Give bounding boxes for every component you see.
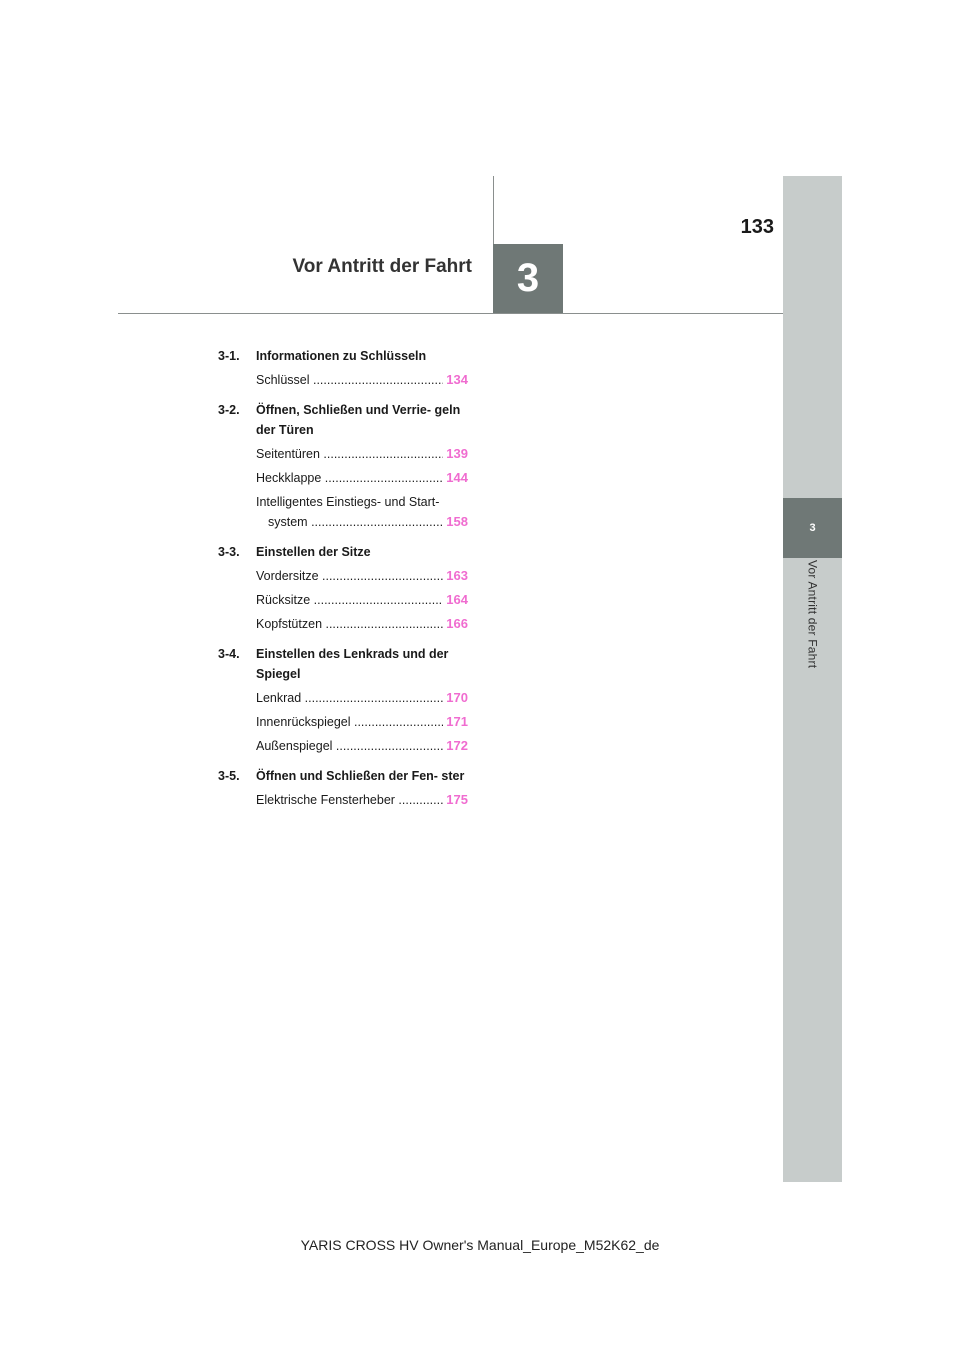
- entry-page-link[interactable]: 134: [446, 372, 468, 387]
- entry-title: Seitentüren .....: [256, 444, 443, 464]
- toc-section: [218, 644, 468, 684]
- toc-entry[interactable]: [256, 566, 468, 586]
- entry-page-link[interactable]: 166: [446, 616, 468, 631]
- toc-entry[interactable]: [256, 468, 468, 488]
- toc-section: [218, 542, 468, 562]
- entry-title: Innenrückspiegel .....: [256, 712, 443, 732]
- section-number: 3-3.: [218, 545, 240, 559]
- entry-title: Kopfstützen .....: [256, 614, 443, 634]
- entry-page-link[interactable]: 172: [446, 738, 468, 753]
- vertical-rule: [493, 176, 494, 244]
- chapter-title: Vor Antritt der Fahrt: [292, 256, 472, 277]
- toc-entry[interactable]: [256, 688, 468, 708]
- entry-title: Intelligentes Einstiegs- und Start-: [256, 495, 440, 509]
- entry-page-link[interactable]: 171: [446, 714, 468, 729]
- entry-title-continued: system .....: [268, 512, 443, 532]
- toc-section: [218, 346, 468, 366]
- chapter-number-box: 3: [493, 244, 563, 313]
- section-number: 3-5.: [218, 769, 240, 783]
- entry-page-link[interactable]: 139: [446, 446, 468, 461]
- section-title: Öffnen und Schließen der Fen- ster: [256, 769, 465, 783]
- section-number: 3-4.: [218, 647, 240, 661]
- entry-title: Lenkrad .....: [256, 688, 443, 708]
- section-number: 3-1.: [218, 349, 240, 363]
- toc-section: [218, 400, 468, 440]
- entry-title: Vordersitze .....: [256, 566, 443, 586]
- entry-title: Außenspiegel .....: [256, 736, 443, 756]
- entry-page-link[interactable]: 164: [446, 592, 468, 607]
- section-title: Öffnen, Schließen und Verrie- geln der Türen: [256, 403, 461, 437]
- toc-entry[interactable]: [256, 370, 468, 390]
- entry-page-link[interactable]: 163: [446, 568, 468, 583]
- entry-title: Rücksitze .....: [256, 590, 443, 610]
- toc-section: [218, 766, 468, 786]
- page-number: 133: [740, 216, 774, 238]
- entry-page-link[interactable]: 144: [446, 470, 468, 485]
- side-chapter-label: Vor Antritt der Fahrt: [805, 560, 820, 669]
- section-title: Einstellen der Sitze: [256, 545, 371, 559]
- toc-entry[interactable]: [256, 736, 468, 756]
- header-rule: [118, 313, 783, 314]
- entry-title: Schlüssel .....: [256, 370, 443, 390]
- entry-title: Heckklappe .....: [256, 468, 443, 488]
- entry-title: Elektrische Fensterheber .....: [256, 790, 443, 810]
- toc-entry[interactable]: [256, 590, 468, 610]
- entry-page-link[interactable]: 158: [446, 514, 468, 529]
- toc-entry[interactable]: [256, 492, 468, 532]
- toc-entry[interactable]: [256, 790, 468, 810]
- entry-page-link[interactable]: 170: [446, 690, 468, 705]
- section-title: Einstellen des Lenkrads und der Spiegel: [256, 647, 449, 681]
- footer-manual-id: YARIS CROSS HV Owner's Manual_Europe_M52K62_de: [300, 1237, 660, 1253]
- section-number: 3-2.: [218, 403, 240, 417]
- entry-page-link[interactable]: 175: [446, 792, 468, 807]
- toc-entry[interactable]: [256, 712, 468, 732]
- toc-entry[interactable]: [256, 444, 468, 464]
- table-of-contents: [218, 346, 468, 810]
- toc-entry[interactable]: [256, 614, 468, 634]
- section-title: Informationen zu Schlüsseln: [256, 349, 427, 363]
- chapter-side-tab[interactable]: 3: [783, 498, 842, 558]
